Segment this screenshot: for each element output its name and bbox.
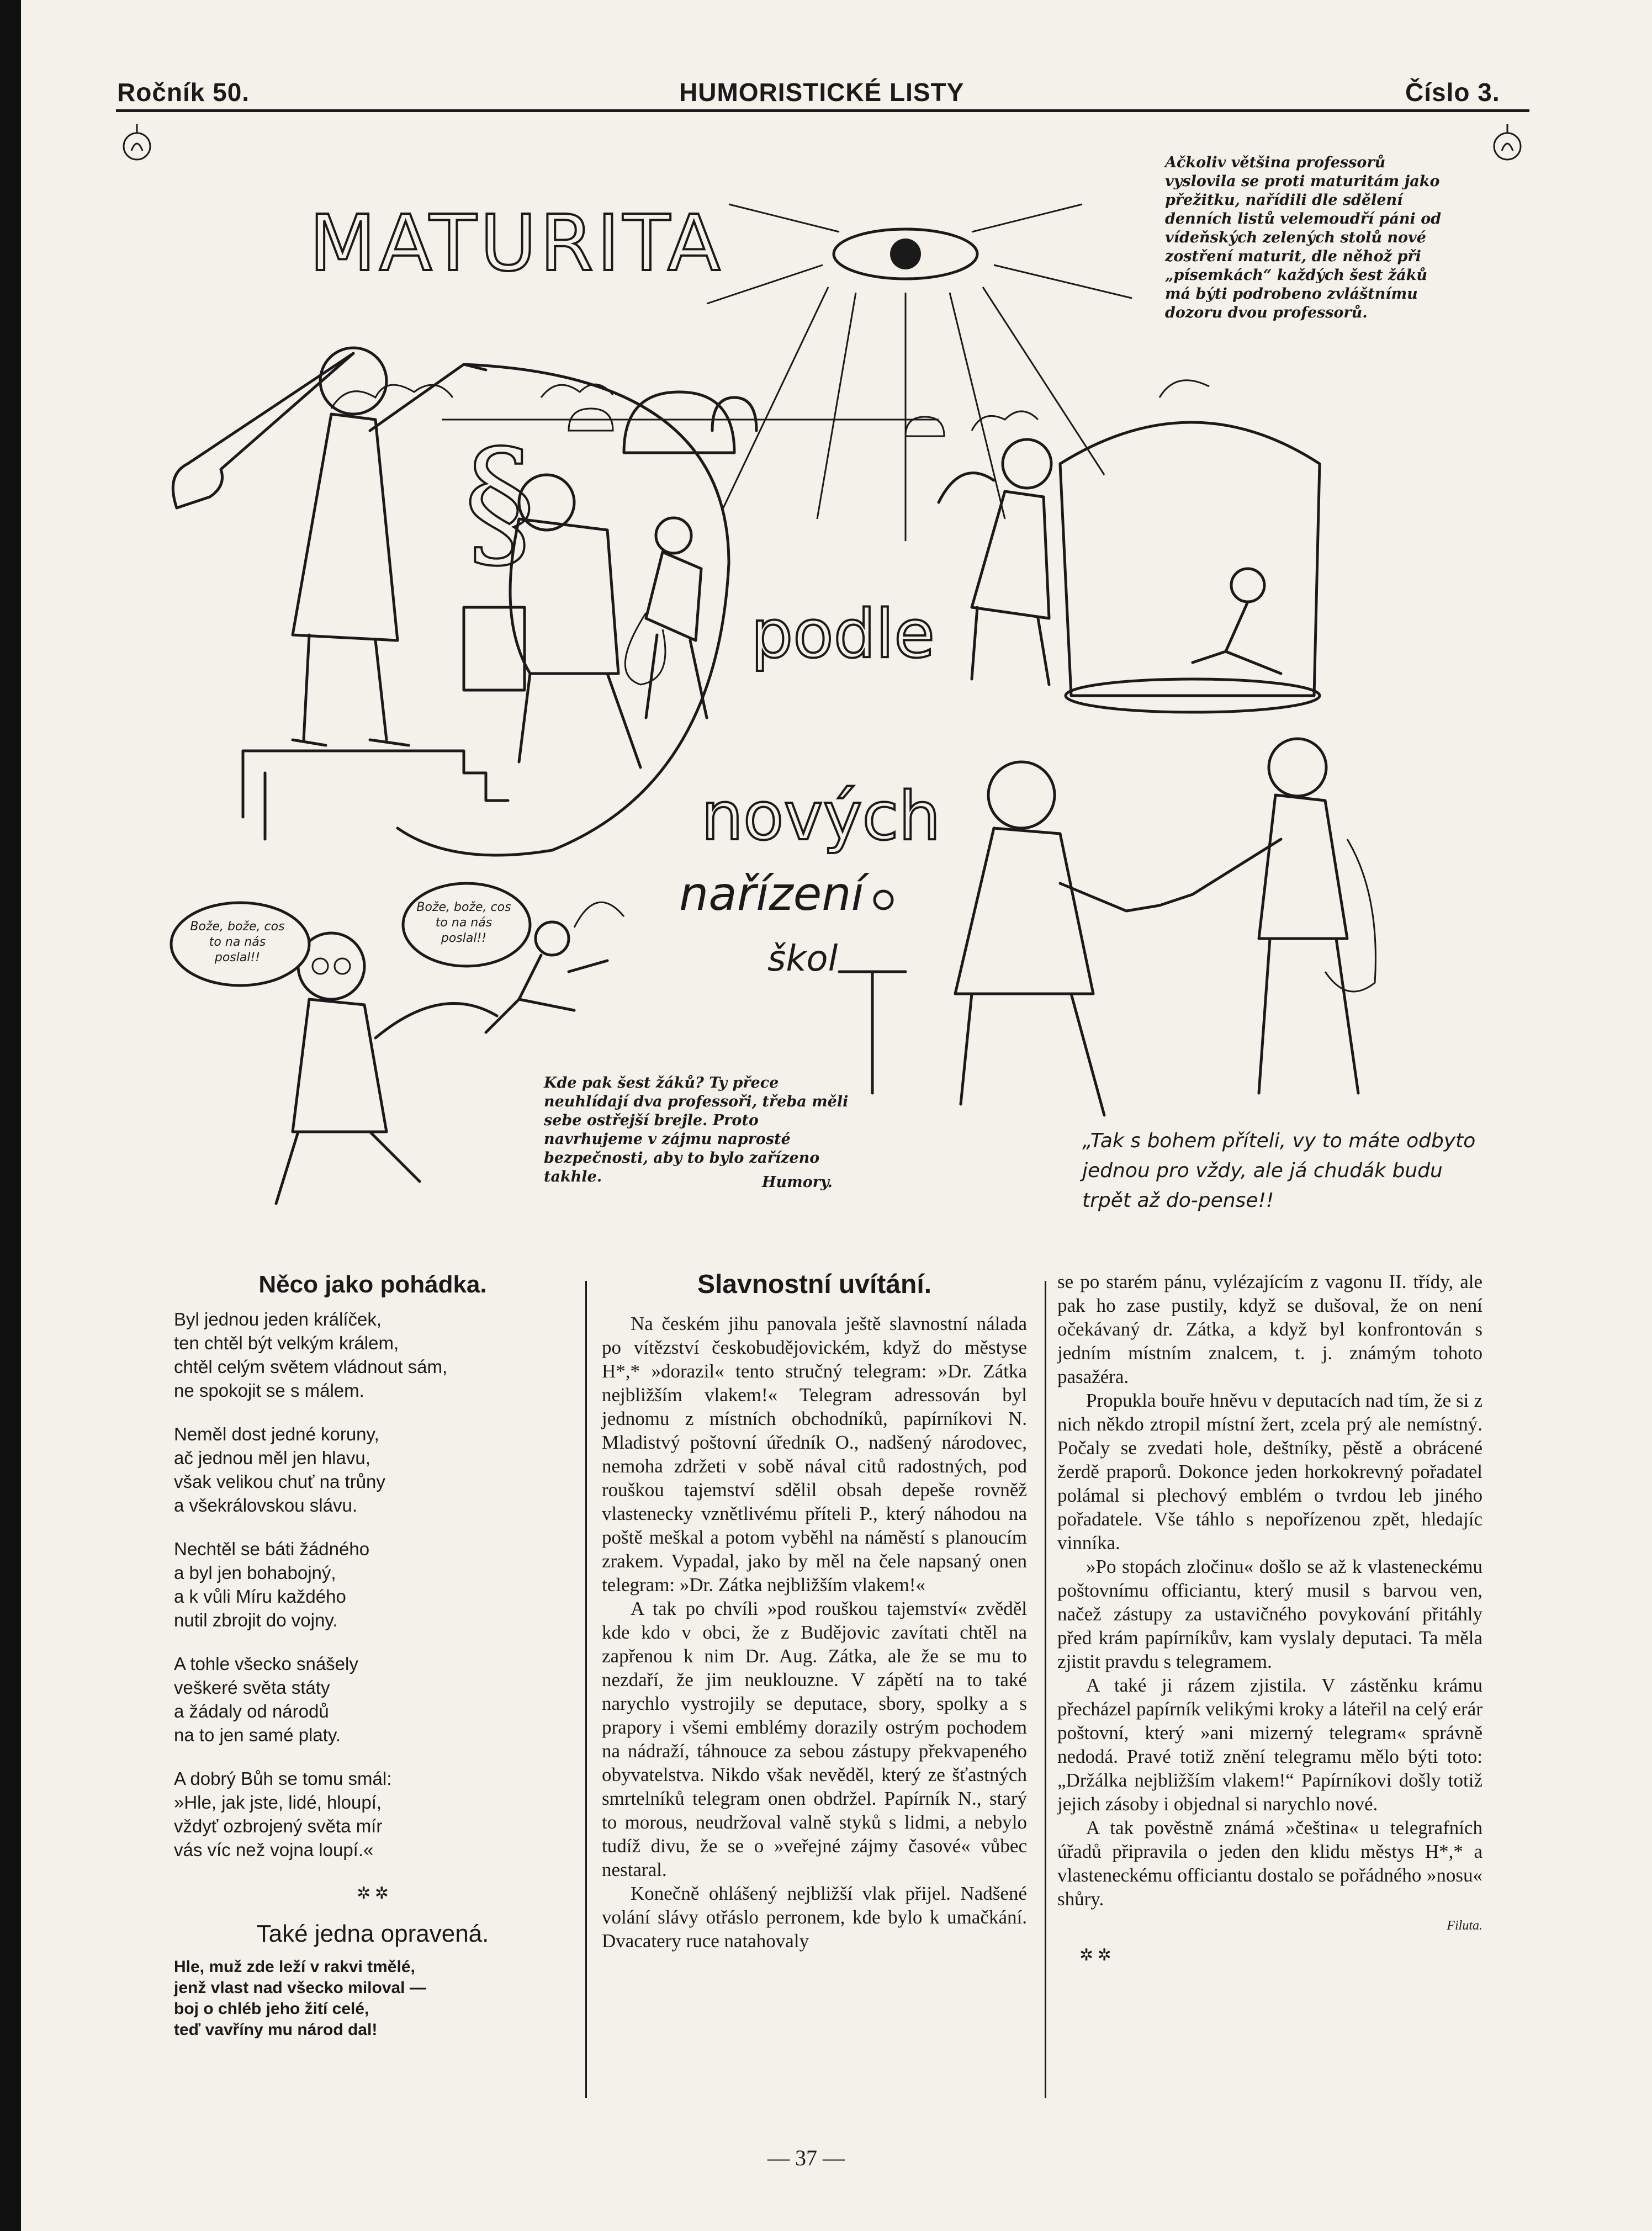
left-margin-bar <box>0 0 21 2231</box>
article-paragraph: Propukla bouře hněvu v deputacích nad tím, že si z nich někdo ztropil místní žert, zcela prý ale nemístný. Počaly se zvedati hole, deštníky, pěstě a obrácené žerdě praporů. Dokonce jeden horkokrevný pořadatel polámal si plechový emblém o tvrdou leb jiného pořadatele. Vše táhlo s nepořízenou zpět, hledajíc vinníka. <box>1057 1390 1482 1554</box>
cartoon-handwritten-caption: „Tak s bohem příteli, vy to máte odbyto jednou pro vždy, ale já chudák budu trpět až do-pense!! <box>1082 1130 1476 1212</box>
article-column-1 <box>602 1270 1027 1953</box>
cartoon-title-maturita: MATURITA <box>309 199 724 289</box>
column-divider-2 <box>1045 1281 1046 2098</box>
poem1-stanza: Neměl dost jedné koruny, ač jednou měl jen hlavu, však velikou chuť na trůny a všekrálovskou slávu. <box>174 1424 385 1515</box>
header-magazine-title: HUMORISTICKÉ LISTY <box>679 78 965 107</box>
poem1-stanza: A dobrý Bůh se tomu smál: »Hle, jak jste, lidé, hloupí, vždyť ozbrojený světa mír vás víc než vojna loupí.« <box>174 1768 392 1860</box>
cartoon-title-novych: nových <box>701 778 941 855</box>
header-issue: Číslo 3. <box>1405 78 1500 107</box>
poem2-text: Hle, muž zde leží v rakvi tmělé, jenž vlast nad všecko miloval — boj o chléb jeho žití celé, teď vavříny mu národ dal! <box>174 1958 426 2039</box>
article-paragraph: Konečně ohlášený nejbližší vlak přijel. Nadšené volání slávy otřáslo perronem, kde bylo k umačkání. Dvacatery ruce natahovaly <box>602 1883 1027 1952</box>
cartoon-title-podle: podle <box>751 596 935 673</box>
cartoon-top-caption: Ačkoliv většina professorů vyslovila se proti maturitám jako přežitku, nařídili dle sdělení denních listů velemoudří páni od vídeňských zelených stolů nové zostření maturit, dle něhož při „písemkách“ každých šest žáků má býti podrobeno zvláštnímu dozoru dvou professorů. <box>1165 154 1442 321</box>
cartoon-caption-source: Humory. <box>762 1174 833 1191</box>
article-paragraph: Na českém jihu panovala ještě slavnostní nálada po vítězství českobudějovickém, když do městyse H*,* »dorazil« tento stručný telegram: »Dr. Zátka nejbližším vlakem!« Telegram adressován byl jednomu z místních obchodníků, papírníkovi N. Mladistvý poštovní úředník O., nadšený národovec, nemoha zdržeti v sobě nával citů radostných, pod rouškou tajemství sdělil obsah depeše rovněž vlastenecky vznětlivému příteli P., který náhodou na poště meškal a potom vyběhl na náměstí s planoucím zrakem. Vypadal, jako by měl na čele napsaný onen telegram: »Dr. Zátka nejbližším vlakem!« <box>602 1313 1027 1596</box>
page-number: — 37 — <box>767 2145 845 2170</box>
cartoon-title-skol: škol <box>767 939 838 979</box>
article-paragraph: A tak po chvíli »pod rouškou tajemství« zvěděl kde kdo v obci, že z Budějovic zavítati chtěl na zapřenou k nim Dr. Aug. Zátka, ale že se mu to nezdaří, že jim neuklouzne. V zápětí na to také narychlo vystrojily se deputace, sbory, spolky a s prapory i všemi emblémy dorazily ostrým pochodem na nádraží, táhnouce za sebou zástupy překvapeného obyvatelstva. Nikdo však nevěděl, který ze šťastných smrtelníků telegram onen obdržel. Papírník N., starý to morous, neudržoval valně styků s lidmi, a nebylo tudíž divu, že se o »veřejné zájmy časové« vůbec nestaral. <box>602 1598 1027 1880</box>
article-column-2 <box>1057 1270 1482 1984</box>
article-paragraph: A také ji rázem zjistila. V zástěnku krámu přecházel papírník velikými kroky a láteřil na celý erár poštovní, který »ani mizerný telegram« správně nedodá. Pravé totiž znění telegramu mělo býti toto: „Držálka nejbližším vlakem!“ Papírníkovi došly totiž jejich zásoby i objednal si narychlo nové. <box>1057 1674 1482 1815</box>
cartoon-bottom-caption: Kde pak šest žáků? Ty přece neuhlídají dva professoři, třeba měli sebe ostřejší brejle. Proto navrhujeme v zájmu naprosté bezpečnosti, aby to bylo zařízeno takhle. <box>544 1074 849 1185</box>
article-title: Slavnostní uvítání. <box>697 1270 932 1299</box>
header-rule <box>116 109 1529 112</box>
poem1-title: Něco jako pohádka. <box>258 1271 487 1298</box>
article-paragraph: »Po stopách zločinu« došlo se až k vlasteneckému poštovnímu officiantu, který musil s barvou ven, načež zástupy za ustavičného povykování přitáhly před krám papírníkův, kam vyslaly deputaci. Ta měla zjistit pravdu s telegramem. <box>1057 1556 1482 1672</box>
cartoon-title-narizeni: nařízení <box>679 867 864 921</box>
poem1-stanza: Byl jednou jeden králíček, ten chtěl být velkým králem, chtěl celým světem vládnout sám, ne spokojit se s málem. <box>174 1309 448 1401</box>
header-volume: Ročník 50. <box>117 78 250 107</box>
article-paragraph: se po starém pánu, vylézajícím z vagonu II. třídy, ale pak ho zase pustily, když se dušoval, že on není očekávaný dr. Zátka, a když byl konfrontován s jedním místním znalcem, t. j. známým tohoto pasažéra. <box>1057 1271 1482 1387</box>
poem1-stanza: A tohle všecko snášely veškeré světa státy a žádaly od národů na to jen samé platy. <box>174 1654 358 1745</box>
speech-bubble-right: Bože, bože, cos to na nás poslal!! <box>416 900 511 945</box>
article-signature: Filuta. <box>1447 1919 1482 1933</box>
article-ornament: ✲ ✲ <box>1079 1946 1111 1964</box>
poem2-title: Také jedna opravená. <box>256 1920 489 1947</box>
poem-column <box>174 1273 571 2060</box>
article-paragraph: A tak pověstně známá »čeština« u telegrafních úřadů připravila o jeden den klidu městys H*,* a vlasteneckému officiantu dostalo se pořádného »nosu« shůry. <box>1057 1817 1482 1910</box>
svg-text:§: § <box>464 420 536 586</box>
poem1-ornament: ✲ ✲ <box>357 1884 389 1903</box>
speech-bubble-left: Bože, bože, cos to na nás poslal!! <box>190 920 285 965</box>
poem1-stanza: Nechtěl se báti žádného a byl jen bohabojný, a k vůli Míru každého nutil zbrojit do vojny. <box>174 1539 370 1630</box>
column-divider-1 <box>585 1281 587 2098</box>
